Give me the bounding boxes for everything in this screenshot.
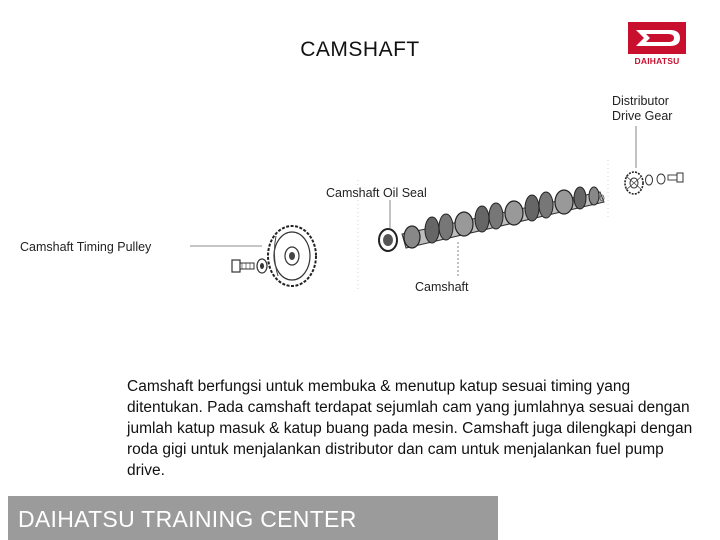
oil-seal-label: Camshaft Oil Seal: [326, 186, 427, 200]
footer-banner: [8, 496, 498, 540]
oil-seal-icon: [379, 229, 397, 251]
gear-washer-icon: [657, 174, 665, 184]
gear-washer-icon: [646, 175, 653, 185]
gear-bolt-icon: [668, 173, 683, 182]
pulley-bolt-icon: [232, 260, 254, 272]
distributor-drive-gear-icon: [625, 172, 643, 194]
timing-pulley-icon: [268, 226, 316, 286]
description-paragraph: Camshaft berfungsi untuk membuka & menutup katup sesuai timing yang ditentukan. Pada camshaft terdapat sejumlah cam yang jumlahnya sesuai dengan jumlah katup masuk & katup buang pada mesin. Camshaft juga dilengkapi dengan roda gigi untuk menjalankan distributor dan cam untuk menjalankan fuel pump drive.: [127, 378, 693, 479]
distributor-label: Distributor Drive Gear: [612, 94, 673, 123]
footer-text: DAIHATSU TRAINING CENTER: [18, 506, 357, 532]
page-title: CAMSHAFT: [300, 38, 420, 61]
logo-wordmark: DAIHATSU: [634, 56, 680, 66]
camshaft-label: Camshaft: [415, 280, 469, 294]
timing-pulley-label: Camshaft Timing Pulley: [20, 240, 152, 254]
camshaft-icon: [402, 187, 604, 248]
